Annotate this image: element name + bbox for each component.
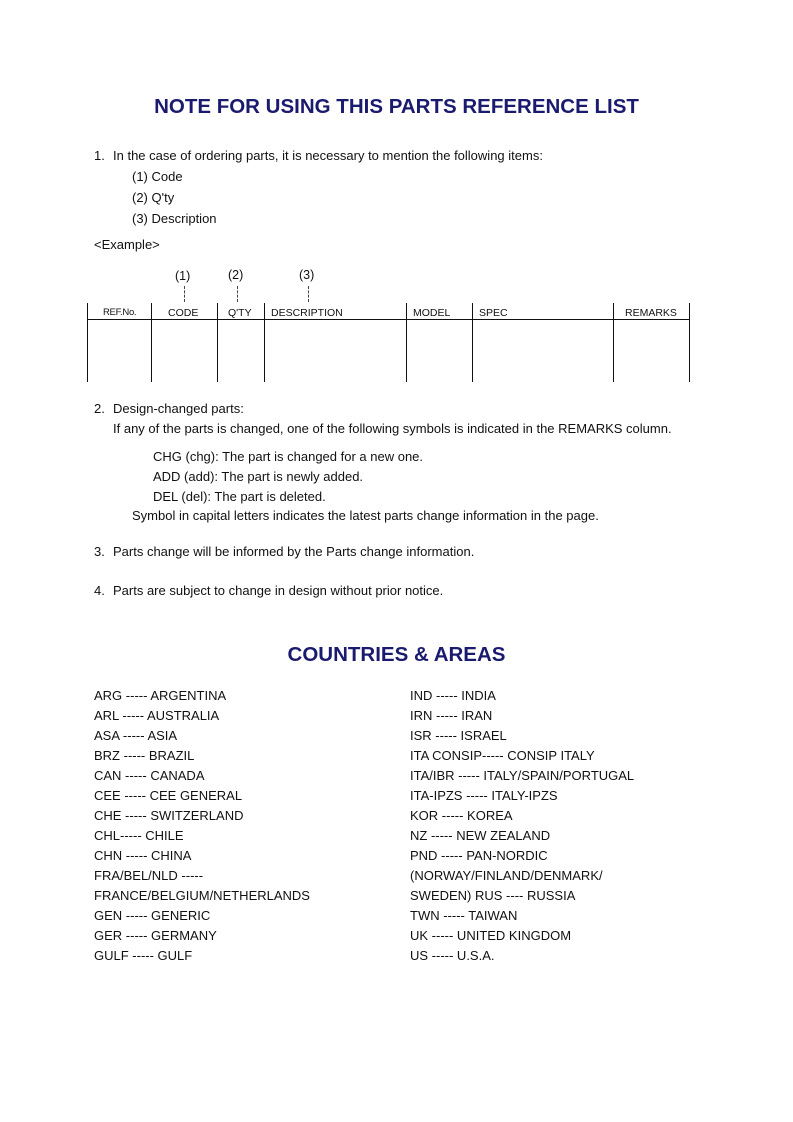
- country-entry: FRA/BEL/NLD -----: [94, 868, 204, 883]
- marker-3-leader: [308, 286, 309, 302]
- country-entry: IND ----- INDIA: [410, 688, 496, 703]
- note-2-heading: Design-changed parts:: [113, 401, 244, 416]
- col-remarks: REMARKS: [625, 307, 677, 319]
- page-title: NOTE FOR USING THIS PARTS REFERENCE LIST: [154, 95, 639, 118]
- country-entry: US ----- U.S.A.: [410, 948, 495, 963]
- country-entry: GEN ----- GENERIC: [94, 908, 211, 923]
- note-2-footer: Symbol in capital letters indicates the latest parts change information in the page.: [132, 508, 599, 523]
- col-ref-no: REF.No.: [103, 307, 137, 318]
- country-entry: UK ----- UNITED KINGDOM: [410, 928, 572, 943]
- table-col-rule: [472, 303, 473, 382]
- marker-1: (1): [175, 269, 191, 283]
- col-qty: Q'TY: [228, 307, 252, 319]
- country-entry: NZ ----- NEW ZEALAND: [410, 828, 551, 843]
- table-col-rule: [87, 303, 88, 382]
- marker-1-leader: [184, 286, 185, 302]
- symbol-chg: CHG (chg): The part is changed for a new one.: [153, 449, 424, 464]
- symbol-add: ADD (add): The part is newly added.: [153, 469, 364, 484]
- note-2-text: If any of the parts is changed, one of the following symbols is indicated in the REMARKS column.: [113, 421, 672, 436]
- country-entry: ARG ----- ARGENTINA: [94, 688, 227, 703]
- country-entry: IRN ----- IRAN: [410, 708, 493, 723]
- country-entry: ITA CONSIP----- CONSIP ITALY: [410, 748, 595, 763]
- countries-title: COUNTRIES & AREAS: [287, 643, 506, 666]
- col-spec: SPEC: [479, 307, 508, 319]
- country-entry: CHE ----- SWITZERLAND: [94, 808, 244, 823]
- note-1-text: In the case of ordering parts, it is necessary to mention the following items:: [113, 148, 543, 163]
- example-table: [87, 303, 690, 382]
- country-entry: SWEDEN) RUS ---- RUSSIA: [410, 888, 576, 903]
- col-model: MODEL: [413, 307, 451, 319]
- note-1-item-code: (1) Code: [132, 169, 183, 184]
- country-entry: KOR ----- KOREA: [410, 808, 513, 823]
- country-entry: ARL ----- AUSTRALIA: [94, 708, 220, 723]
- country-entry: ITA/IBR ----- ITALY/SPAIN/PORTUGAL: [410, 768, 635, 783]
- country-entry: CAN ----- CANADA: [94, 768, 205, 783]
- note-3-number: 3.: [94, 544, 105, 559]
- country-entry: CHL----- CHILE: [94, 828, 184, 843]
- country-entry: ASA ----- ASIA: [94, 728, 178, 743]
- country-entry: BRZ ----- BRAZIL: [94, 748, 195, 763]
- note-2-number: 2.: [94, 401, 105, 416]
- table-col-rule: [151, 303, 152, 382]
- note-4-number: 4.: [94, 583, 105, 598]
- country-entry: PND ----- PAN-NORDIC: [410, 848, 548, 863]
- marker-2: (2): [228, 268, 244, 282]
- example-label: <Example>: [94, 237, 160, 252]
- col-description: DESCRIPTION: [271, 307, 343, 319]
- country-entry: ISR ----- ISRAEL: [410, 728, 507, 743]
- marker-3: (3): [299, 268, 315, 282]
- country-entry: ITA-IPZS ----- ITALY-IPZS: [410, 788, 558, 803]
- note-1-number: 1.: [94, 148, 105, 163]
- table-col-rule: [406, 303, 407, 382]
- note-1-item-description: (3) Description: [132, 211, 217, 226]
- col-code: CODE: [168, 307, 199, 319]
- country-entry: GER ----- GERMANY: [94, 928, 217, 943]
- table-col-rule: [264, 303, 265, 382]
- table-col-rule: [613, 303, 614, 382]
- note-4-text: Parts are subject to change in design without prior notice.: [113, 583, 444, 598]
- country-entry: TWN ----- TAIWAN: [410, 908, 518, 923]
- symbol-del: DEL (del): The part is deleted.: [153, 489, 326, 504]
- note-3-text: Parts change will be informed by the Parts change information.: [113, 544, 475, 559]
- note-1-item-qty: (2) Q'ty: [132, 190, 175, 205]
- marker-2-leader: [237, 286, 238, 302]
- country-entry: (NORWAY/FINLAND/DENMARK/: [410, 868, 603, 883]
- country-entry: FRANCE/BELGIUM/NETHERLANDS: [94, 888, 310, 903]
- table-header-rule: [87, 319, 690, 320]
- country-entry: CEE ----- CEE GENERAL: [94, 788, 243, 803]
- country-entry: CHN ----- CHINA: [94, 848, 192, 863]
- table-col-rule: [217, 303, 218, 382]
- table-col-rule: [689, 303, 690, 382]
- country-entry: GULF ----- GULF: [94, 948, 193, 963]
